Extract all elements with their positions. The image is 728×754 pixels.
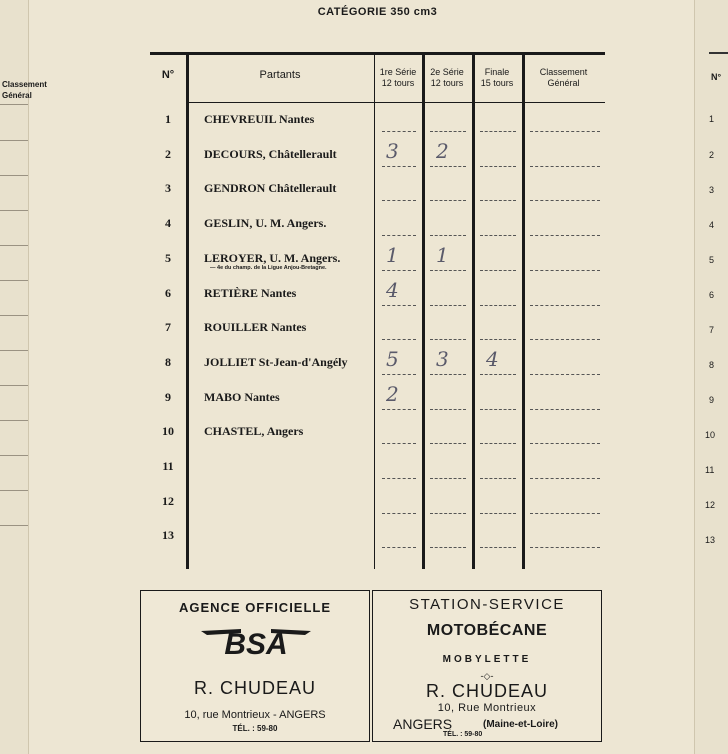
header-serie-2 <box>422 67 472 89</box>
result-line <box>480 409 516 410</box>
result-line <box>530 547 600 548</box>
handwritten-result: 4 <box>386 277 399 302</box>
result-line <box>382 305 416 306</box>
moto-ad-tel: TÉL. : 59-80 <box>443 731 483 738</box>
moto-ad-region: (Maine-et-Loire) <box>483 719 558 730</box>
header-classement <box>522 67 605 89</box>
header-partants: Partants <box>259 69 301 81</box>
result-line <box>430 339 466 340</box>
moto-ad-name: R. CHUDEAU <box>425 681 548 701</box>
handwritten-result: 1 <box>386 242 399 267</box>
row-number: 12 <box>162 493 174 508</box>
result-line <box>530 374 600 375</box>
result-line <box>530 166 600 167</box>
header-finale <box>472 67 522 89</box>
result-line <box>480 305 516 306</box>
result-line <box>430 235 466 236</box>
entrant-name: JOLLIET St-Jean-d'Angély <box>204 354 348 369</box>
entrant-name: GENDRON Châtellerault <box>204 181 337 196</box>
header-classement-label: Classement <box>539 67 588 77</box>
bsa-logo <box>201 625 311 657</box>
handwritten-result: 3 <box>386 138 399 163</box>
result-line <box>480 478 516 479</box>
right-fragment-number: 3 <box>709 185 715 195</box>
bsa-advertisement <box>140 590 370 742</box>
entrant-name: LEROYER, U. M. Angers. <box>204 250 341 265</box>
result-line <box>480 235 516 236</box>
header-serie-1 <box>374 67 422 89</box>
result-line <box>430 270 466 271</box>
result-line <box>430 374 466 375</box>
result-line <box>382 131 416 132</box>
header-classement-sub: Général <box>547 78 580 88</box>
result-line <box>480 339 516 340</box>
right-fragment-number: 8 <box>709 360 715 370</box>
result-line <box>430 166 466 167</box>
bsa-ad-name: R. CHUDEAU <box>193 678 316 698</box>
right-fragment-number: 6 <box>709 290 715 300</box>
moto-ad-sub: MOBYLETTE <box>442 654 532 665</box>
result-line <box>430 478 466 479</box>
header-finale-laps: 15 tours <box>480 78 514 88</box>
right-fragment-number: 11 <box>705 465 715 475</box>
result-line <box>382 513 416 514</box>
result-line <box>382 374 416 375</box>
right-fragment-col-label: N° <box>711 72 722 82</box>
result-line <box>530 305 600 306</box>
result-line <box>382 235 416 236</box>
handwritten-result: 1 <box>436 242 449 267</box>
right-fragment-number: 7 <box>709 325 715 335</box>
right-fragment-number: 10 <box>705 430 716 440</box>
result-line <box>480 200 516 201</box>
result-line <box>530 235 600 236</box>
row-number: 13 <box>162 528 174 543</box>
left-page-fragment <box>0 0 47 754</box>
decorative-ornament: -◇- <box>480 671 494 681</box>
result-line <box>530 339 600 340</box>
result-line <box>430 513 466 514</box>
header-no: N° <box>161 69 175 81</box>
right-fragment-number: 4 <box>709 220 715 230</box>
entrant-name: ROUILLER Nantes <box>204 320 307 335</box>
entrant-name: CHEVREUIL Nantes <box>204 112 315 126</box>
handwritten-result: 2 <box>436 138 449 163</box>
entrant-name: RETIÈRE Nantes <box>204 285 297 300</box>
result-line <box>430 131 466 132</box>
page-title: CATÉGORIE 350 cm3 <box>317 6 438 18</box>
moto-ad-brand: MOTOBÉCANE <box>426 622 548 639</box>
header-finale-label: Finale <box>484 67 510 77</box>
entrant-name: GESLIN, U. M. Angers. <box>204 216 327 231</box>
result-line <box>382 409 416 410</box>
row-number: 1 <box>165 112 171 126</box>
result-line <box>530 513 600 514</box>
right-fragment-number: 1 <box>709 114 715 124</box>
right-fragment-number: 9 <box>709 395 715 405</box>
entrant-name: DECOURS, Châtellerault <box>204 146 337 161</box>
row-number: 6 <box>165 285 171 300</box>
handwritten-result: 4 <box>486 346 499 371</box>
entrant-name: MABO Nantes <box>204 389 280 404</box>
result-line <box>480 374 516 375</box>
row-number: 9 <box>165 389 171 404</box>
moto-ad-city: ANGERS <box>393 716 453 732</box>
result-line <box>480 513 516 514</box>
result-line <box>382 166 416 167</box>
bsa-ad-tel: TÉL. : 59-80 <box>232 724 278 733</box>
right-fragment-number: 5 <box>709 255 715 265</box>
header-serie-1-laps: 12 tours <box>381 78 415 88</box>
row-number: 8 <box>165 354 171 369</box>
entrant-note: — 4e du champ. de la Ligue Anjou-Bretagne. <box>210 264 327 271</box>
row-number: 2 <box>165 146 171 161</box>
row-number: 5 <box>165 250 171 265</box>
result-line <box>480 443 516 444</box>
bsa-ad-address: 10, rue Montrieux - ANGERS <box>184 709 326 721</box>
result-line <box>480 270 516 271</box>
result-line <box>382 339 416 340</box>
right-fragment-number: 13 <box>705 535 716 545</box>
result-line <box>480 547 516 548</box>
result-line <box>382 270 416 271</box>
bsa-ad-heading: AGENCE OFFICIELLE <box>178 600 332 615</box>
motobecane-advertisement <box>372 590 602 742</box>
row-number: 7 <box>165 320 171 335</box>
right-page-fragment <box>694 0 728 754</box>
result-line <box>530 131 600 132</box>
result-line <box>382 547 416 548</box>
header-serie-1-label: 1re Série <box>379 67 417 77</box>
row-number: 4 <box>165 216 171 231</box>
handwritten-result: 3 <box>436 346 449 371</box>
result-line <box>480 166 516 167</box>
bsa-logo-text: BSA <box>224 628 288 657</box>
result-line <box>382 443 416 444</box>
right-fragment-number: 2 <box>709 150 715 160</box>
result-line <box>530 443 600 444</box>
result-line <box>382 200 416 201</box>
result-line <box>430 305 466 306</box>
left-fragment-label-2: Général <box>2 91 32 100</box>
handwritten-result: 5 <box>386 346 399 371</box>
result-line <box>430 547 466 548</box>
moto-ad-heading: STATION-SERVICE <box>409 596 565 613</box>
moto-ad-address: 10, Rue Montrieux <box>437 702 537 714</box>
results-table <box>150 52 605 569</box>
row-number: 11 <box>162 459 174 473</box>
row-number: 3 <box>165 181 171 196</box>
result-line <box>382 478 416 479</box>
result-line <box>480 131 516 132</box>
row-number: 10 <box>162 424 174 439</box>
result-line <box>430 200 466 201</box>
entrant-name: CHASTEL, Angers <box>204 424 304 439</box>
header-serie-2-laps: 12 tours <box>430 78 464 88</box>
result-line <box>530 270 600 271</box>
result-line <box>530 200 600 201</box>
result-line <box>430 443 466 444</box>
header-serie-2-label: 2e Série <box>430 67 464 77</box>
result-line <box>530 478 600 479</box>
right-fragment-number: 12 <box>705 500 716 510</box>
result-line <box>430 409 466 410</box>
handwritten-result: 2 <box>386 381 399 406</box>
result-line <box>530 409 600 410</box>
left-fragment-label-1: Classement <box>2 80 47 89</box>
